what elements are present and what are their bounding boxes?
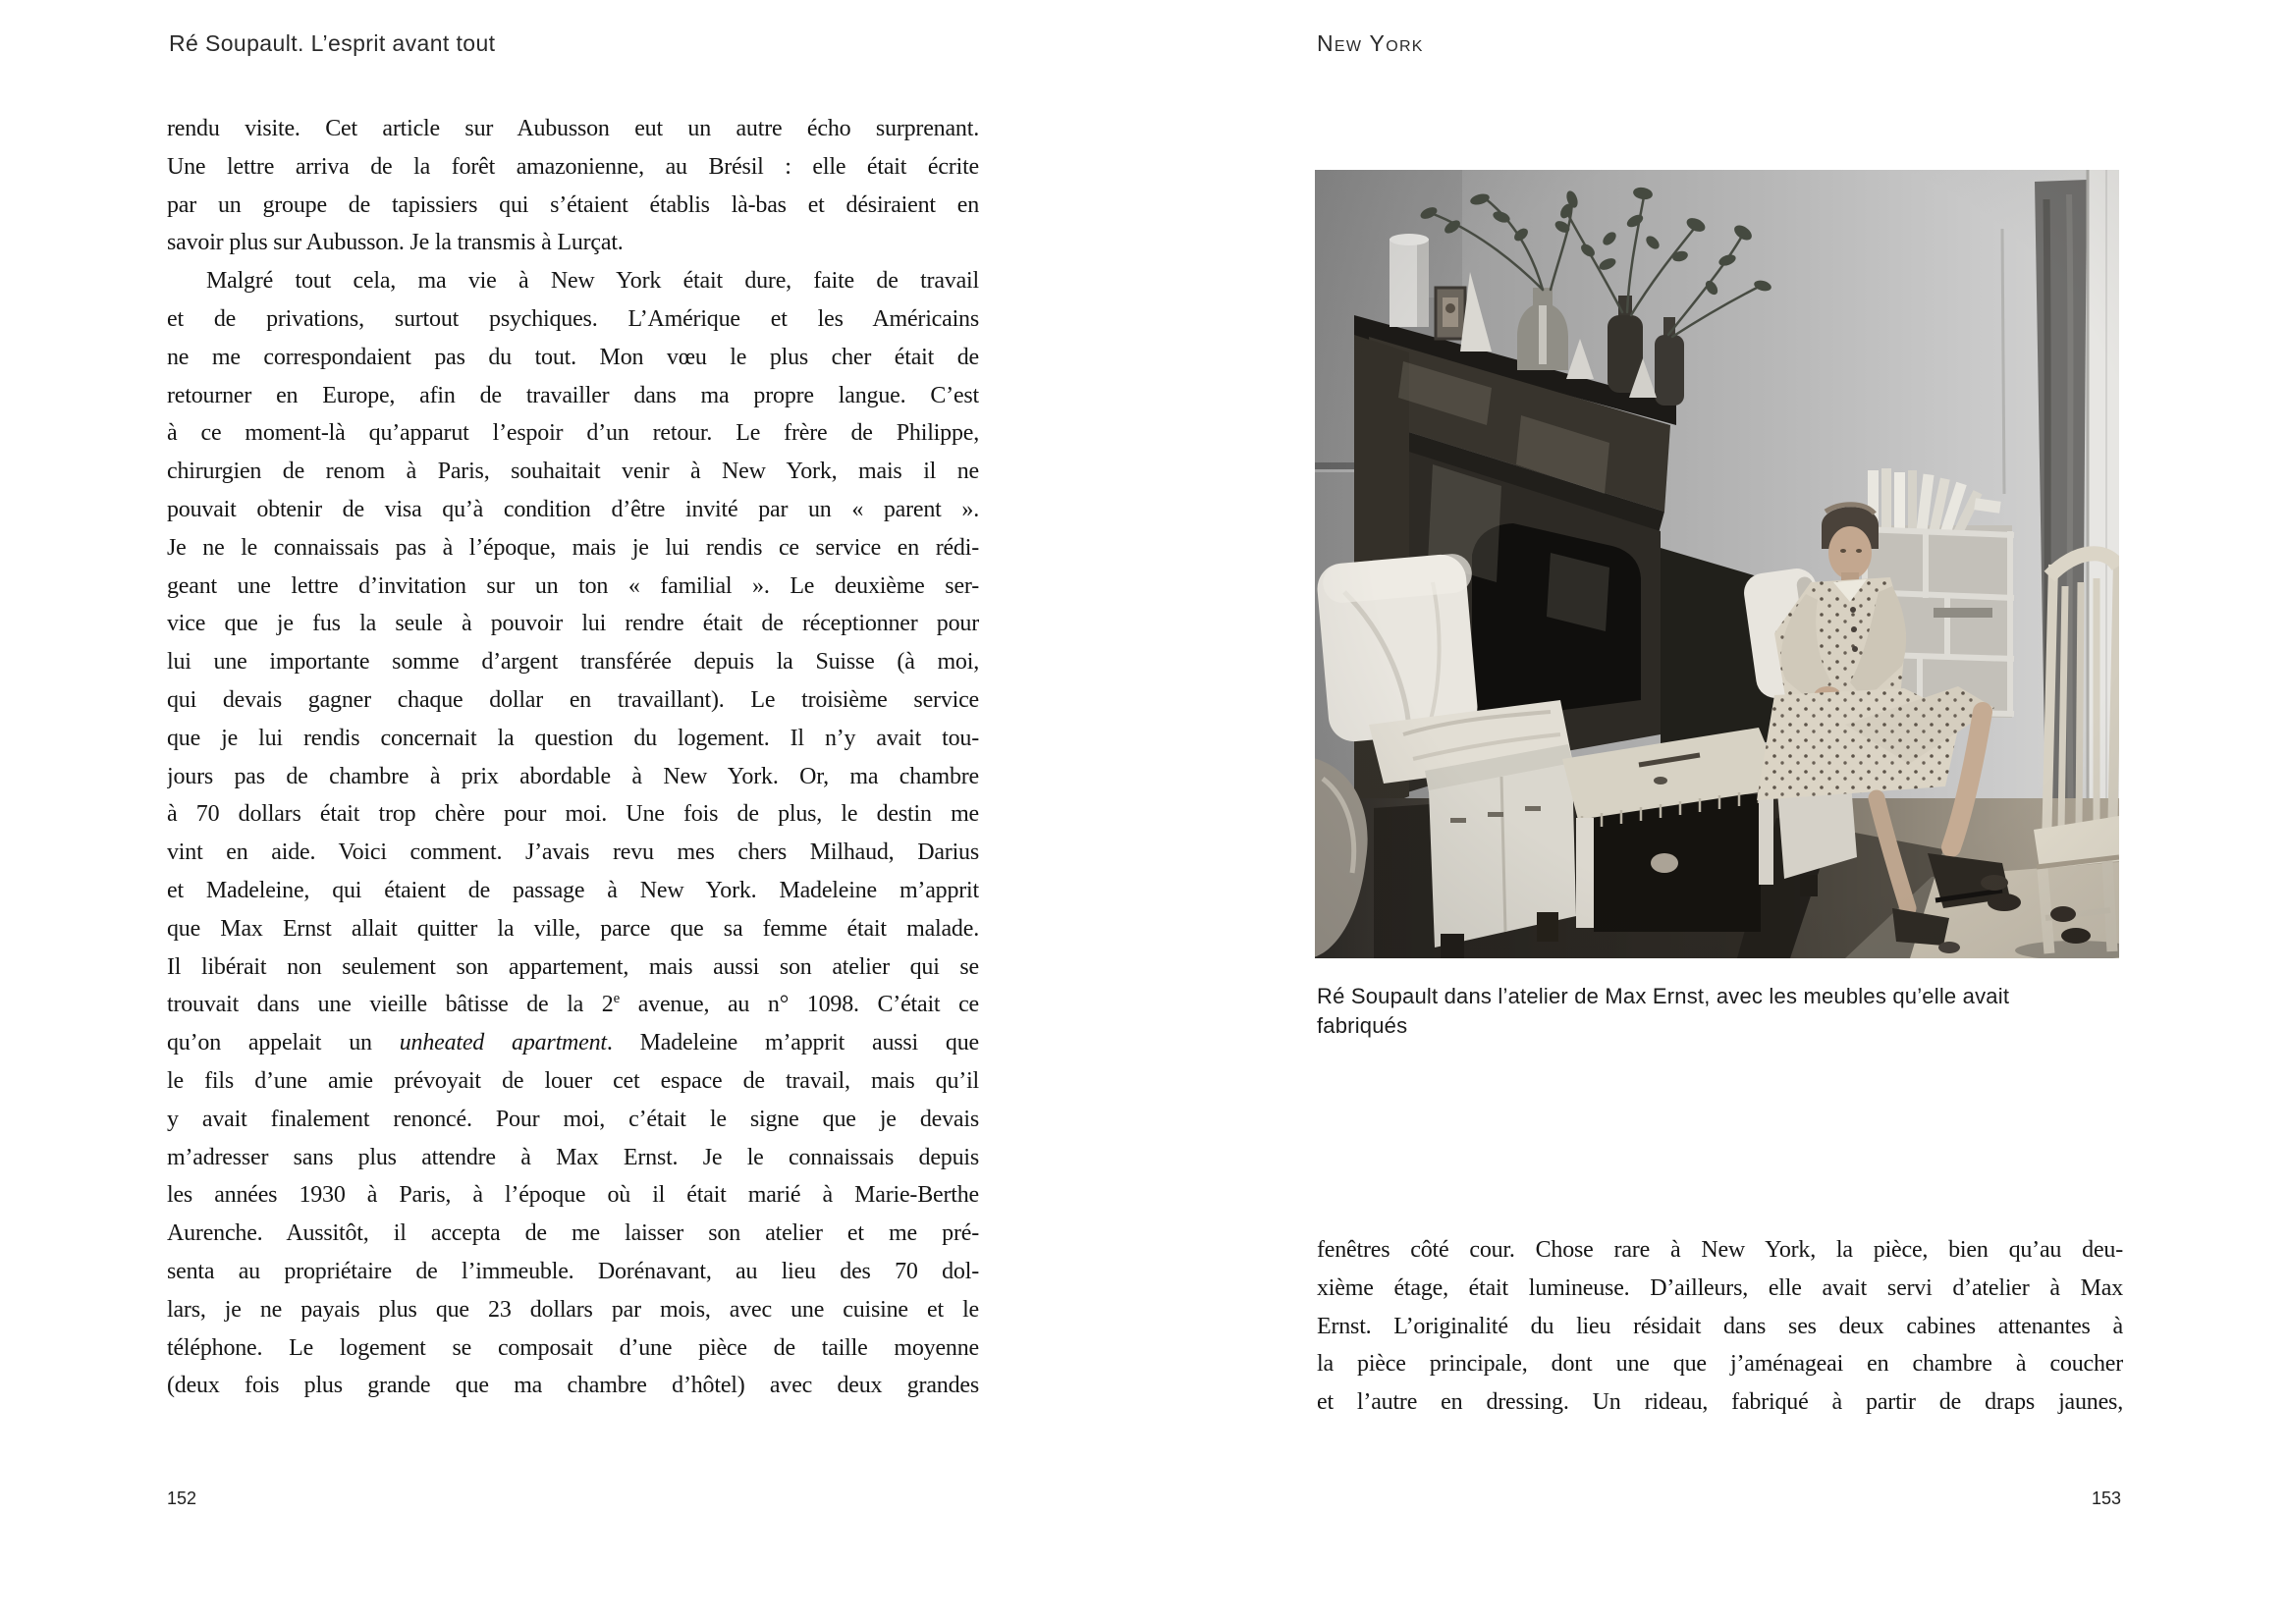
text-line: Aurenche. Aussitôt, il accepta de me laisser son atelier et me pré- xyxy=(167,1220,979,1247)
page-number-left: 152 xyxy=(167,1489,197,1508)
text-line: chirurgien de renom à Paris, souhaitait venir à New York, mais il ne xyxy=(167,459,979,485)
text-line: fenêtres côté cour. Chose rare à New York, la pièce, bien qu’au deu- xyxy=(1317,1237,2123,1263)
text-line: et Madeleine, qui étaient de passage à New York. Madeleine m’apprit xyxy=(167,877,979,903)
text-line: vint en aide. Voici comment. J’avais revu mes chers Milhaud, Darius xyxy=(167,839,979,866)
text-line: que je lui rendis concernait la question du logement. Il n’y avait tou- xyxy=(167,725,979,751)
text-line: la pièce principale, dont une que j’aménageai en chambre à coucher xyxy=(1317,1351,2123,1378)
text-line: (deux fois plus grande que ma chambre d’hôtel) avec deux grandes xyxy=(167,1373,979,1399)
right-page xyxy=(1144,0,2289,1624)
text-line: retourner en Europe, afin de travailler dans ma propre langue. C’est xyxy=(167,382,979,408)
text-line: à ce moment-là qu’apparut l’espoir d’un retour. Le frère de Philippe, xyxy=(167,420,979,447)
text-line: Malgré tout cela, ma vie à New York était dure, faite de travail xyxy=(206,268,979,295)
text-line: y avait finalement renoncé. Pour moi, c’était le signe que je devais xyxy=(167,1106,979,1132)
text-line: jours pas de chambre à prix abordable à New York. Or, ma chambre xyxy=(167,763,979,789)
text-line: Ré Soupault dans l’atelier de Max Ernst, avec les meubles qu’elle avait xyxy=(1317,984,2010,1008)
text-line: Ernst. L’originalité du lieu résidait dans ses deux cabines attenantes à xyxy=(1317,1313,2123,1339)
text-line: que Max Ernst allait quitter la ville, parce que sa femme était malade. xyxy=(167,915,979,942)
text-line: les années 1930 à Paris, à l’époque où il était marié à Marie-Berthe xyxy=(167,1182,979,1209)
text-line: Il libérait non seulement son appartement, mais aussi son atelier qui se xyxy=(167,953,979,980)
text-line: vice que je fus la seule à pouvoir lui rendre était de réceptionner pour xyxy=(167,611,979,637)
text-line: fabriqués xyxy=(1317,1012,1408,1038)
text-line: senta au propriétaire de l’immeuble. Dorénavant, au lieu des 70 dol- xyxy=(167,1258,979,1284)
text-line: et de privations, surtout psychiques. L’Amérique et les Américains xyxy=(167,305,979,332)
right-body-text xyxy=(1317,1231,2123,1422)
text-line: le fils d’une amie prévoyait de louer cet espace de travail, mais qu’il xyxy=(167,1067,979,1094)
text-line: xième étage, était lumineuse. D’ailleurs, elle avait servi d’atelier à Max xyxy=(1317,1274,2123,1301)
left-page xyxy=(0,0,1144,1624)
text-line: geant une lettre d’invitation sur un ton « familial ». Le deuxième ser- xyxy=(167,572,979,599)
photo-re-soupault-atelier xyxy=(1315,170,2119,958)
text-line: lars, je ne payais plus que 23 dollars par mois, avec une cuisine et le xyxy=(167,1296,979,1323)
text-line: qui devais gagner chaque dollar en travaillant). Le troisième service xyxy=(167,686,979,713)
text-line: par un groupe de tapissiers qui s’étaient établis là-bas et désiraient en xyxy=(167,191,979,218)
page-number-right: 153 xyxy=(2091,1489,2121,1508)
text-line: téléphone. Le logement se composait d’une pièce de taille moyenne xyxy=(167,1334,979,1361)
text-line: trouvait dans une vieille bâtisse de la 2e avenue, au n° 1098. C’était ce xyxy=(167,991,979,1018)
running-header-right: New York xyxy=(1317,30,1424,56)
text-line: Une lettre arriva de la forêt amazonienne, au Brésil : elle était écrite xyxy=(167,153,979,180)
left-body-text xyxy=(167,110,979,1405)
text-line: qu’on appelait un unheated apartment. Madeleine m’apprit aussi que xyxy=(167,1030,979,1056)
text-line: ne me correspondaient pas du tout. Mon vœu le plus cher était de xyxy=(167,344,979,370)
text-line: à 70 dollars était trop chère pour moi. Une fois de plus, le destin me xyxy=(167,801,979,828)
text-line: rendu visite. Cet article sur Aubusson eut un autre écho surprenant. xyxy=(167,116,979,141)
photo-vignette xyxy=(1315,170,2119,958)
text-line: pouvait obtenir de visa qu’à condition d’être invité par un « parent ». xyxy=(167,496,979,522)
text-line: m’adresser sans plus attendre à Max Ernst. Je le connaissais depuis xyxy=(167,1144,979,1170)
text-line: savoir plus sur Aubusson. Je la transmis à Lurçat. xyxy=(167,230,624,256)
running-header-left: Ré Soupault. L’esprit avant tout xyxy=(169,30,496,56)
text-line: Je ne le connaissais pas à l’époque, mais je lui rendis ce service en rédi- xyxy=(167,534,979,561)
text-line: lui une importante somme d’argent transférée depuis la Suisse (à moi, xyxy=(167,649,979,676)
photo-caption xyxy=(1317,982,2142,1040)
text-line: et l’autre en dressing. Un rideau, fabriqué à partir de draps jaunes, xyxy=(1317,1389,2123,1416)
photo-illustration xyxy=(1315,170,2119,958)
